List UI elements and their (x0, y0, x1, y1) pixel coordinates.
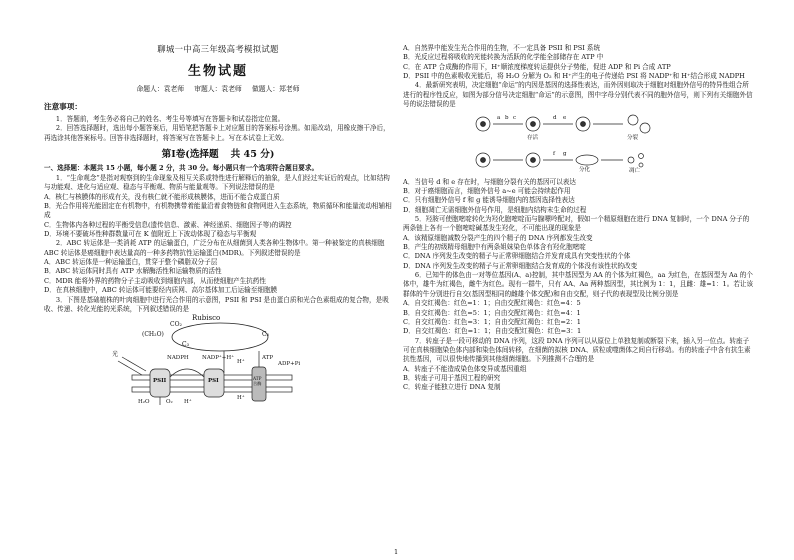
light-arrow (118, 361, 142, 375)
question-option: A．自然界中能发生光合作用的生物，不一定具备 PSII 和 PSI 系统 (403, 44, 601, 52)
signal-label: c (513, 114, 517, 121)
question-option: C．生物体内各种过程的平衡受信息(遗传信息、激素、神经递质、细胞因子等)的调控 (44, 220, 292, 229)
rubisco-label: Rubisco (192, 314, 221, 323)
question-option: B．对于癌细胞而言，细胞外信号 a~e 可能会持续起作用 (403, 186, 571, 195)
c5-label: C₅ (262, 331, 269, 339)
nucleus-icon (481, 157, 486, 162)
section-title (44, 148, 392, 162)
oxygen-label: O₂ (166, 399, 173, 406)
light-arrow (122, 357, 146, 371)
h-plus-label: H⁺ (237, 359, 245, 366)
nadp-label: NADP⁺+H⁺ (202, 355, 235, 362)
question-stem: 1．“生命观念”是指对观察到的生命现象及相互关系或特性进行解释后的抽象，是人们经过实证后的观点，比如结构与功能观、进化与适应观、稳态与平衡观、物质与能量观等。下列说法错误的是 (44, 173, 390, 192)
nucleus-icon (481, 121, 486, 126)
photosynthesis-diagram (112, 314, 312, 409)
outcome-label: 存活 (527, 134, 539, 141)
psii-label: PSII (153, 378, 167, 385)
question-stem: 3．下图是基础植株的叶肉细胞中进行光合作用的示意图，PSII 和 PSI 是由蛋白质和光合色素组成的复合物，是吸收、传递、转化光能的光系统，下列叙述错误的是 (44, 295, 389, 313)
question-option: D．环境不要破坏性种群数量可在 K 值附近上下波动体现了稳态与平衡观 (44, 230, 257, 238)
adp-pi-label: ADP+Pi (278, 361, 301, 368)
question-option: C．转座子能独立进行 DNA 复制 (403, 383, 501, 392)
question-stem: 4．最新研究表明，决定细胞“命运”的内因是基因的选择性表达，而外因则取决于细胞对细胞外信号的特异性组合所进行的程序性反应，如图为部分信号决定细胞“命运”的示意图，图中字母分别代表不同的胞外信号，则下列有关细胞外信号的说法错误的是 (403, 81, 753, 109)
left-column (44, 44, 392, 409)
question-option: B．产生的初级精母细胞中有两条姐妹染色单体含有羟化胞嘧啶 (403, 243, 586, 252)
question-option: C．自交红褐色：红色=3：1；自由交配红褐色：红色=2：1 (403, 317, 581, 326)
outcome-label: 凋亡 (629, 167, 641, 174)
question-option: C．MDR 能将外界的药物分子主动吸收到细胞内部，从而使细胞产生抗药性 (44, 276, 266, 285)
signal-label: e (563, 114, 567, 121)
question-option: B．光反应过程将吸收的光能转换为活跃的化学能全部储存在 ATP 中 (403, 53, 604, 62)
cell-icon (576, 155, 598, 165)
atp-label: ATP (262, 355, 274, 362)
question-option: A．ABC 转运体是一种运输蛋白，贯穿于整个磷脂双分子层 (44, 258, 218, 267)
notice-item: 2．回答选择题时，选出每小题答案后，用铅笔把答题卡上对应题目的答案标号涂黑。如需改动，用橡皮擦干净后，再选涂其他答案标号。回答非选择题时，将答案写在答题卡上。写在本试卷上无效。 (44, 124, 390, 142)
page-number: 1 (394, 548, 399, 556)
question-option: C．在 ATP 合成酶的作用下，H⁺顺浓度梯度转运提供分子势能，促进 ADP 和 Pi 合成 ATP (403, 62, 671, 71)
signal-label: a (497, 114, 501, 121)
ch2o-label: (CH₂O) (142, 331, 164, 339)
nucleus-icon (531, 121, 536, 126)
question-option: D．在真核细胞中，ABC 转运体可能要经内质网、高尔基体加工后运输至细胞膜 (44, 286, 278, 295)
atp-synthase-label: ATP合酶 (253, 376, 262, 386)
cell-icon (639, 153, 644, 158)
question-option: C．DNA 序列发生改变的精子与正常卵细胞结合并发育成具有突变性状的个体 (403, 252, 631, 261)
c3-label: C₃ (182, 341, 189, 349)
question-option: D．细胞凋亡无需细胞外信号作用，是细胞内结构末生命的过程 (403, 205, 587, 214)
question-option: B．转座子可用于基因工程的研究 (403, 374, 501, 383)
section-title-score: 共 45 分) (230, 148, 275, 160)
signal-label: b (505, 114, 509, 121)
question-option: A．转座子不能造成染色体变异或基因重组 (403, 364, 527, 373)
outcome-label: 分裂 (627, 134, 639, 141)
nadph-label: NADPH (167, 355, 189, 362)
question-stem: 5．羟胺可使胞嘧啶转化为羟化胞嘧啶而与腺嘌呤配对，假如一个精原细胞在进行 DNA 复制时，一个 DNA 分子的两条链上各有一个胞嘧啶碱基发生羟化，不可能出现的现象是 (403, 214, 750, 233)
cell-icon (628, 115, 638, 125)
signal-label: f (553, 150, 556, 157)
co2-label: CO₂ (170, 321, 182, 329)
notice-heading: 注意事项： (44, 102, 82, 112)
exam-title: 聊城一中高三年级高考模拟试题 (157, 44, 279, 54)
cell-icon (639, 163, 643, 167)
question-stem: 6．已知牛的体色由一对等位基因(A、a)控制，其中基因型为 AA 的个体为红褐色，aa 为红色，在基因型为 Aa 的个体中，雄牛为红褐色，雌牛为红色。现有一群牛，只有 AA、Aa 两种基因型，其比例为 1：1，且雌：雄=1：1。若让该群体的牛分别进行自交(基因型相同的雌雄个体交配)和自由交配，则子代的表现型及比例分别是 (403, 271, 754, 298)
cell-icon (628, 157, 634, 163)
h-plus-label: H⁺ (237, 395, 245, 402)
water-label: H₂O (138, 399, 150, 406)
section-title-main: 第Ⅰ卷(选择题 (161, 148, 219, 160)
question-option: D．自交红褐色：红色=1：1；自由交配红褐色：红色=3：1 (403, 327, 582, 336)
light-label: 光 (112, 351, 119, 359)
notice-item: 1．答题前，考生务必将自己的姓名、考生号等填写在答题卡和试卷指定位置。 (55, 114, 285, 123)
question-option: B．光合作用将光能固定在有机物中，有机物携带着能量沿着食物链和食物网进入生态系统，物质循环和能量流动相辅相成 (44, 201, 392, 220)
nucleus-icon (581, 121, 586, 126)
signal-label: g (563, 150, 567, 157)
question-stem: 7．转座子是一段可移动的 DNA 序列，这段 DNA 序列可以从原位上单独复制或断裂下来，插入另一位点。转座子可在真核细胞染色体内部和染色体间转移，在细菌的拟核 DNA、质粒或噬菌体之间自行移动。有的转座子中含有抗生素抗性基因，可以很快地传播到其他细菌细胞。下列推测不合理的是 (403, 336, 751, 364)
question-option: A．当信号 d 和 e 存在时，与细胞分裂有关的基因可以表达 (403, 177, 576, 186)
question-option: C．只有细胞外信号 f 和 g 能诱导细胞内的基因选择性表达 (403, 196, 575, 205)
question-option: A．该精原细胞减数分裂产生的四个精子的 DNA 序列都发生改变 (403, 233, 593, 242)
question-option: D．DNA 序列发生改变的精子与正常卵细胞结合发育成的个体没有该性状的改变 (403, 261, 638, 270)
h-plus-label: H⁺ (184, 399, 192, 406)
psi-label: PSI (208, 378, 219, 385)
authors-line: 命题人：袁老师 审题人：袁老师 做题人：郑老师 (136, 85, 300, 94)
question-option: B．自交红褐色：红色=5：1；自由交配红褐色：红色=4：1 (403, 308, 581, 317)
question-option: B．ABC 转运体同时具有 ATP 水解酶活性和运输物质的活性 (44, 267, 222, 276)
cell-icon (640, 123, 650, 133)
outcome-label: 分化 (579, 166, 591, 173)
cell-fate-diagram (469, 112, 659, 176)
question-option: D．PSII 中的色素吸收光能后，将 H₂O 分解为 O₂ 和 H⁺产生的电子传递给 PSI 将 NADP⁺和 H⁺结合形成 NADPH (403, 72, 745, 81)
right-column (403, 44, 755, 393)
question-stem: 2．ABC 转运体是一类消耗 ATP 的运输蛋白，广泛分布在从细菌到人类各种生物体中。第一种被鉴定的真核细胞 ABC 转运体是癌细胞中表达量高的一种多药物抗性运输蛋白(MDR)。下列叙述错误的是 (44, 239, 385, 257)
question-option: A．核仁与核膜体的形成有关，没有核仁就不能形成核膜体，进而不能合成蛋白质 (44, 192, 280, 201)
signal-label: d (553, 114, 557, 121)
subject-title: 生物试题 (187, 63, 248, 79)
section-instruction: 一、选择题：本题共 15 小题，每小题 2 分，共 30 分。每小题只有一个选项符合题目要求。 (44, 164, 319, 173)
nucleus-icon (531, 157, 536, 162)
question-option: A．自交红褐色：红色=1：1；自由交配红褐色：红色=4：5 (403, 299, 581, 308)
